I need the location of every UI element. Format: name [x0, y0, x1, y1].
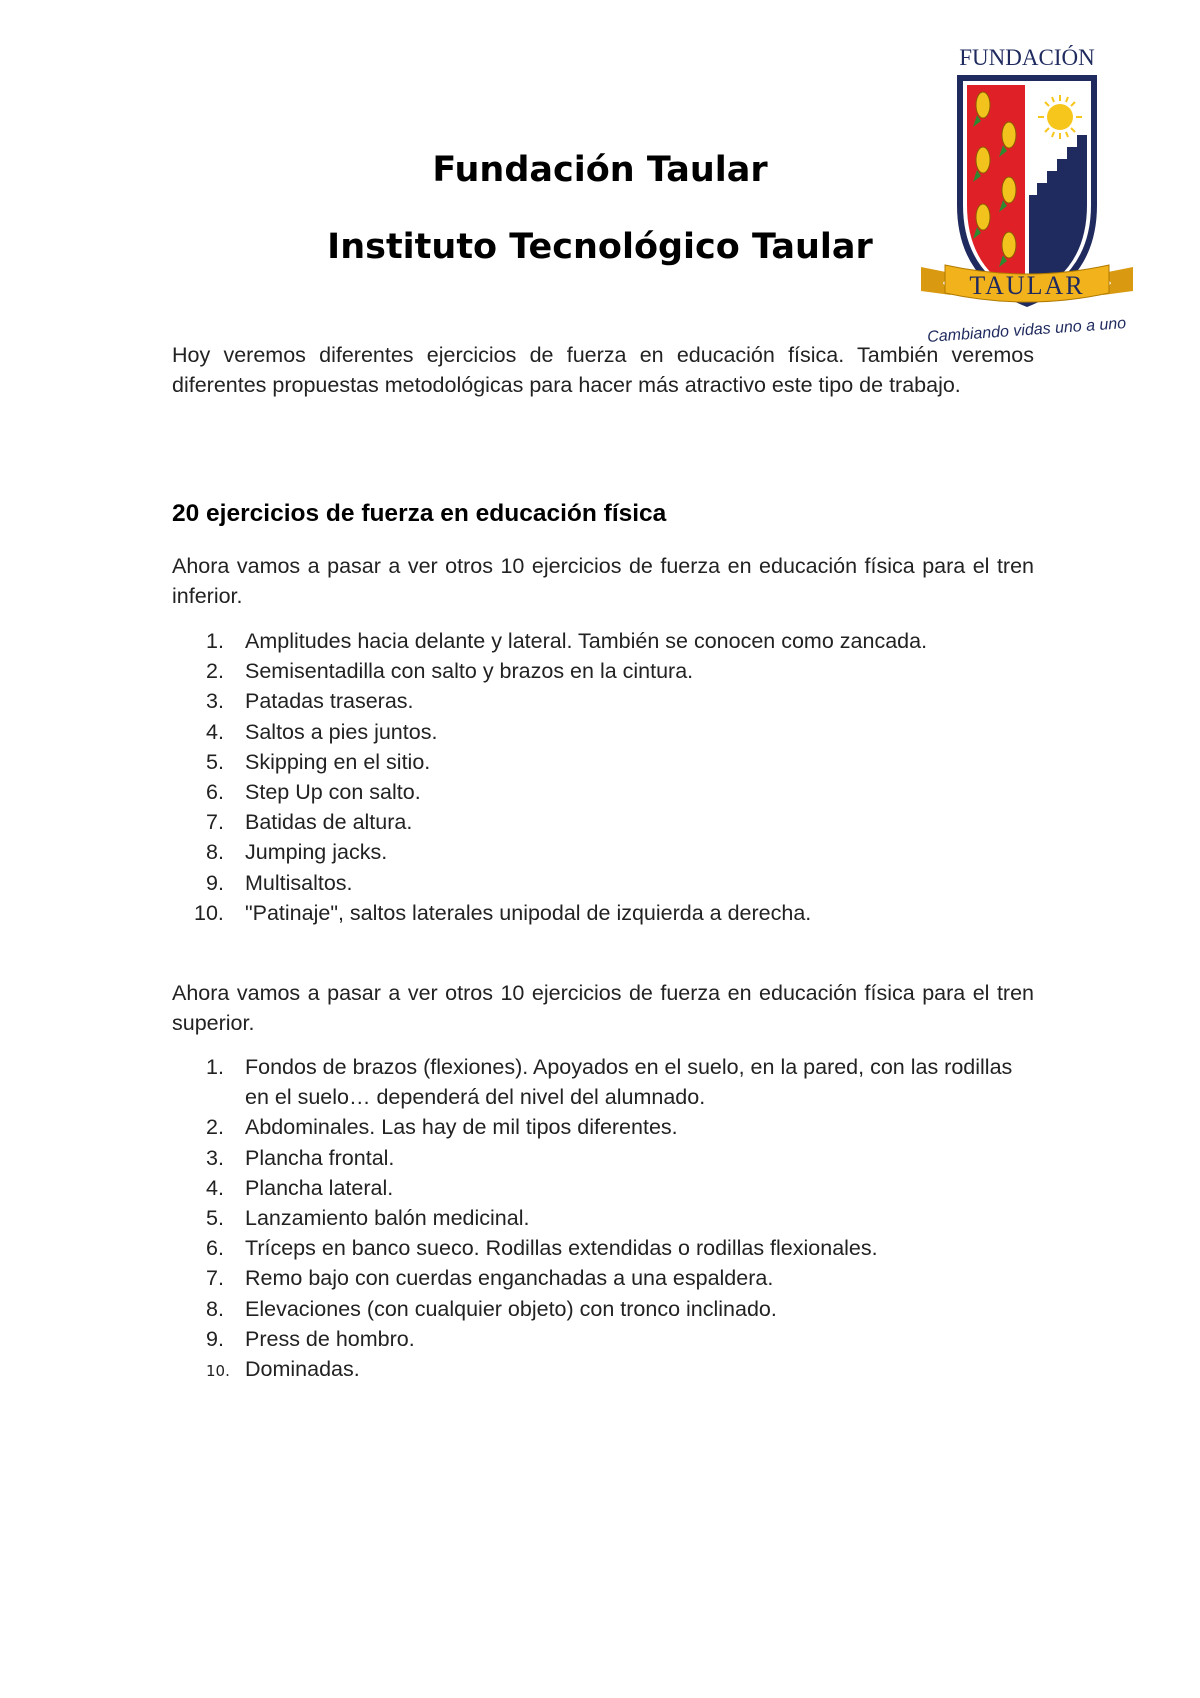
list-item: 6. Step Up con salto.: [206, 780, 421, 805]
list-item: 7. Remo bajo con cuerdas enganchadas a una espaldera.: [206, 1266, 774, 1291]
lower-body-exercise-list: [172, 626, 1034, 928]
intro-paragraph: Hoy veremos diferentes ejercicios de fuerza en educación física. También veremos diferentes propuestas metodológicas para hacer más atractivo este tipo de trabajo.: [172, 343, 1034, 397]
list-item: 2. Semisentadilla con salto y brazos en la cintura.: [206, 659, 694, 684]
list-item: 4. Saltos a pies juntos.: [206, 719, 438, 744]
logo-banner-text: TAULAR: [969, 271, 1085, 300]
list-item: 1. Amplitudes hacia delante y lateral. También se conocen como zancada.: [206, 629, 928, 653]
list-item: 10. Dominadas.: [206, 1357, 360, 1382]
section-heading: 20 ejercicios de fuerza en educación física: [172, 500, 667, 527]
logo-slogan: Cambiando vidas uno a uno: [926, 315, 1127, 346]
list-item: 8. Elevaciones (con cualquier objeto) con tronco inclinado.: [206, 1296, 777, 1321]
list-item: 4. Plancha lateral.: [206, 1175, 394, 1200]
list-item: 8. Jumping jacks.: [206, 840, 388, 865]
list-item: 3. Plancha frontal.: [206, 1145, 395, 1170]
list-item: 1. Fondos de brazos (flexiones). Apoyados en el suelo, en la pared, con las rodillas en el suelo… dependerá del nivel del alumnado.: [206, 1055, 1013, 1110]
list-item: 10. "Patinaje", saltos laterales unipodal de izquierda a derecha.: [194, 900, 812, 925]
list-item: 9. Multisaltos.: [206, 870, 353, 895]
list-item: 2. Abdominales. Las hay de mil tipos diferentes.: [206, 1115, 678, 1140]
upper-body-intro: Ahora vamos a pasar a ver otros 10 ejercicios de fuerza en educación física para el tren superior.: [172, 981, 1034, 1035]
list-item: 3. Patadas traseras.: [206, 689, 414, 714]
fundacion-taular-logo: [917, 45, 1137, 355]
upper-body-exercise-list: [172, 1052, 1034, 1384]
list-item: 5. Lanzamiento balón medicinal.: [206, 1206, 530, 1231]
list-item: 7. Batidas de altura.: [206, 810, 413, 835]
list-item: 9. Press de hombro.: [206, 1326, 415, 1351]
list-item: 6. Tríceps en banco sueco. Rodillas extendidas o rodillas flexionales.: [206, 1236, 878, 1261]
document-title: Fundación Taular: [432, 150, 768, 190]
logo-top-text: FUNDACIÓN: [959, 45, 1095, 70]
list-item: 5. Skipping en el sitio.: [206, 749, 431, 774]
institute-title: Instituto Tecnológico Taular: [327, 227, 873, 267]
lower-body-intro: Ahora vamos a pasar a ver otros 10 ejercicios de fuerza en educación física para el tren inferior.: [172, 554, 1034, 608]
